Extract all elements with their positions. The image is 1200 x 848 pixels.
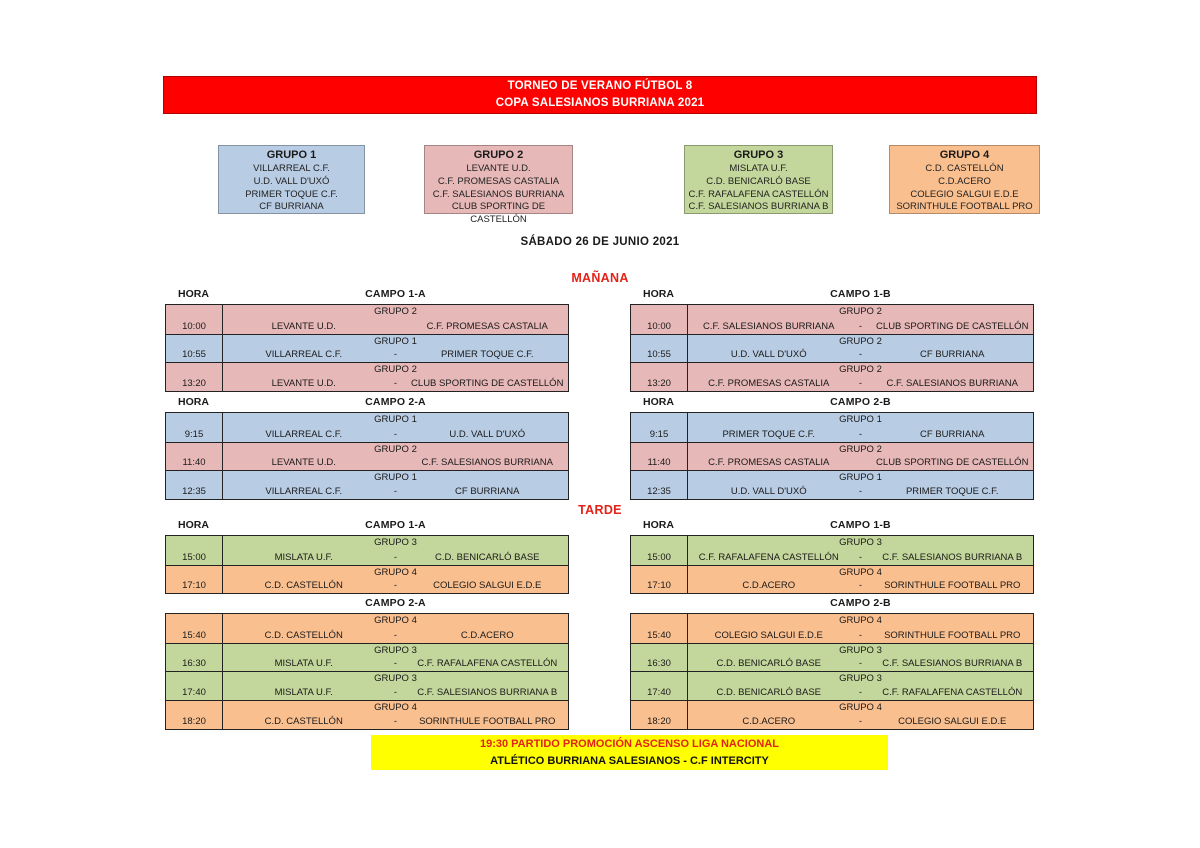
match-time: 17:10 <box>166 566 223 594</box>
away-team: C.F. PROMESAS CASTALIA <box>426 320 548 332</box>
match-row <box>166 565 568 594</box>
away-team: COLEGIO SALGUI E.D.E <box>898 715 1007 727</box>
match-time: 15:00 <box>631 536 688 565</box>
match-group-label: GRUPO 1 <box>374 335 417 347</box>
match-group-label: GRUPO 1 <box>374 472 417 484</box>
group-team: C.F. PROMESAS CASTALIA <box>437 175 560 187</box>
match-time: 13:20 <box>631 363 688 391</box>
home-team: C.F. RAFALAFENA CASTELLÓN <box>698 551 839 563</box>
match-group-label: GRUPO 4 <box>374 566 417 578</box>
match-group-label: GRUPO 4 <box>374 702 417 714</box>
match-group-label: GRUPO 1 <box>374 414 417 425</box>
home-team: COLEGIO SALGUI E.D.E <box>714 629 823 641</box>
separator: - <box>858 428 863 440</box>
match-teams <box>688 348 1033 362</box>
match-row <box>631 643 1033 672</box>
match-body <box>223 536 568 565</box>
group-team: CLUB SPORTING DE CASTELLÓN <box>451 201 546 226</box>
match-group-label: GRUPO 4 <box>839 566 882 578</box>
group-team: VILLARREAL C.F. <box>253 163 330 174</box>
table-campo-2b-afternoon <box>630 597 1034 730</box>
away-team: C.F. SALESIANOS BURRIANA B <box>417 687 558 699</box>
session-title-morning: MAÑANA <box>571 271 629 285</box>
away-team: C.F. SALESIANOS BURRIANA <box>886 378 1018 390</box>
match-time: 18:20 <box>166 701 223 729</box>
table-campo-2a-morning <box>165 396 569 500</box>
separator: - <box>858 715 863 727</box>
match-time: 17:10 <box>631 566 688 594</box>
hora-label: HORA <box>643 288 674 300</box>
separator: - <box>858 378 863 390</box>
away-team: SORINTHULE FOOTBALL PRO <box>884 629 1021 641</box>
separator: - <box>393 687 398 699</box>
match-body <box>223 413 568 442</box>
table-header <box>630 288 1034 303</box>
home-team: MISLATA U.F. <box>274 551 333 563</box>
match-group-label: GRUPO 2 <box>839 364 882 376</box>
schedule-table <box>630 535 1034 594</box>
group-team: C.D. CASTELLÓN <box>925 163 1004 174</box>
group-team: CF BURRIANA <box>259 201 324 213</box>
match-body <box>688 566 1033 594</box>
match-teams <box>688 657 1033 671</box>
match-body <box>223 305 568 334</box>
home-team: LEVANTE U.D. <box>271 457 336 469</box>
match-teams <box>223 628 568 643</box>
away-team: C.F. SALESIANOS BURRIANA B <box>882 551 1023 563</box>
match-teams <box>688 579 1033 593</box>
match-teams <box>223 485 568 499</box>
match-group-label: GRUPO 4 <box>839 615 882 626</box>
match-teams <box>688 686 1033 700</box>
match-time: 9:15 <box>631 413 688 442</box>
away-team: CLUB SPORTING DE CASTELLÓN <box>876 320 1029 332</box>
home-team: LEVANTE U.D. <box>271 320 336 332</box>
match-group-label: GRUPO 2 <box>374 443 417 455</box>
match-group-label: GRUPO 1 <box>839 414 882 425</box>
separator: - <box>393 658 398 670</box>
match-row <box>166 442 568 471</box>
match-group-label: GRUPO 4 <box>839 702 882 714</box>
match-row <box>166 362 568 391</box>
away-team: U.D. VALL D'UXÓ <box>449 428 526 440</box>
home-team: C.D. CASTELLÓN <box>264 629 343 641</box>
match-group-label: GRUPO 3 <box>374 537 417 548</box>
match-row <box>631 565 1033 594</box>
separator: - <box>858 687 863 699</box>
schedule-table <box>165 535 569 594</box>
group-team: C.D. BENICARLÓ BASE <box>706 175 811 187</box>
away-team: PRIMER TOQUE C.F. <box>905 486 999 498</box>
match-teams <box>223 550 568 565</box>
match-teams <box>223 348 568 362</box>
group-team: U.D. VALL D'UXÓ <box>253 175 330 187</box>
match-teams <box>223 715 568 729</box>
match-body <box>688 305 1033 334</box>
table-header <box>630 519 1034 534</box>
match-row <box>631 700 1033 729</box>
away-team: CF BURRIANA <box>455 486 520 498</box>
table-header <box>165 597 569 612</box>
home-team: LEVANTE U.D. <box>271 378 336 390</box>
date-heading: SÁBADO 26 DE JUNIO 2021 <box>520 236 680 248</box>
campo-label: CAMPO 2-B <box>830 597 891 609</box>
home-team: PRIMER TOQUE C.F. <box>722 428 816 440</box>
hora-label: HORA <box>643 519 674 531</box>
separator: - <box>858 320 863 332</box>
match-body <box>223 701 568 729</box>
group-team: MISLATA U.F. <box>729 163 788 174</box>
match-row <box>166 413 568 442</box>
group-team: C.F. SALESIANOS BURRIANA <box>432 188 565 200</box>
home-team: MISLATA U.F. <box>274 658 333 670</box>
group-box-4 <box>889 145 1040 214</box>
campo-label: CAMPO 2-B <box>830 396 891 408</box>
match-time: 12:35 <box>631 471 688 499</box>
table-header <box>165 288 569 303</box>
match-teams <box>223 456 568 470</box>
group-title: GRUPO 2 <box>473 149 524 161</box>
match-time: 17:40 <box>166 672 223 700</box>
match-time: 15:40 <box>166 614 223 643</box>
match-time: 10:55 <box>166 335 223 363</box>
promotion-banner <box>371 735 888 770</box>
away-team: SORINTHULE FOOTBALL PRO <box>884 580 1021 592</box>
campo-label: CAMPO 2-A <box>365 396 426 408</box>
separator: - <box>393 349 398 361</box>
away-team: SORINTHULE FOOTBALL PRO <box>419 715 556 727</box>
match-group-label: GRUPO 4 <box>374 615 417 626</box>
match-teams <box>688 319 1033 334</box>
match-group-label: GRUPO 2 <box>374 364 417 376</box>
group-title: GRUPO 4 <box>939 149 990 161</box>
match-time: 18:20 <box>631 701 688 729</box>
away-team: COLEGIO SALGUI E.D.E <box>433 580 542 592</box>
match-teams <box>223 657 568 671</box>
separator: - <box>393 551 398 563</box>
match-row <box>166 334 568 363</box>
match-body <box>688 701 1033 729</box>
match-body <box>688 443 1033 471</box>
separator: - <box>858 629 863 641</box>
match-row <box>631 470 1033 499</box>
match-group-label: GRUPO 2 <box>839 335 882 347</box>
campo-label: CAMPO 1-A <box>365 288 426 300</box>
match-time: 10:00 <box>631 305 688 334</box>
group-team: PRIMER TOQUE C.F. <box>245 188 338 200</box>
campo-label: CAMPO 1-A <box>365 519 426 531</box>
home-team: C.F. PROMESAS CASTALIA <box>708 378 830 390</box>
match-body <box>688 471 1033 499</box>
home-team: C.D. CASTELLÓN <box>264 715 343 727</box>
match-time: 15:00 <box>166 536 223 565</box>
hora-label: HORA <box>178 396 209 408</box>
schedule-table <box>630 412 1034 500</box>
separator: - <box>393 378 398 390</box>
match-row <box>631 536 1033 565</box>
hora-spacer <box>630 597 687 612</box>
campo-label: CAMPO 1-B <box>830 288 891 300</box>
match-time: 16:30 <box>631 644 688 672</box>
title-line1: TORNEO DE VERANO FÚTBOL 8 <box>507 80 693 92</box>
match-body <box>688 536 1033 565</box>
away-team: C.F. RAFALAFENA CASTELLÓN <box>417 658 558 670</box>
match-time: 11:40 <box>631 443 688 471</box>
match-group-label: GRUPO 3 <box>374 644 417 656</box>
title-line2: COPA SALESIANOS BURRIANA 2021 <box>495 97 705 109</box>
match-teams <box>688 628 1033 643</box>
match-time: 17:40 <box>631 672 688 700</box>
away-team: CLUB SPORTING DE CASTELLÓN <box>411 378 564 390</box>
match-teams <box>688 550 1033 565</box>
home-team: C.D. CASTELLÓN <box>264 580 343 592</box>
match-teams <box>688 456 1033 470</box>
match-row <box>631 362 1033 391</box>
away-team: CF BURRIANA <box>920 428 985 440</box>
match-body <box>688 644 1033 672</box>
match-row <box>631 442 1033 471</box>
match-group-label: GRUPO 2 <box>839 306 882 317</box>
group-title: GRUPO 3 <box>733 149 784 161</box>
separator: - <box>858 349 863 361</box>
match-body <box>223 471 568 499</box>
group-team: C.F. SALESIANOS BURRIANA B <box>688 201 829 213</box>
match-teams <box>223 377 568 391</box>
match-body <box>688 614 1033 643</box>
match-row <box>166 671 568 700</box>
separator: - <box>393 629 398 641</box>
campo-label: CAMPO 1-B <box>830 519 891 531</box>
hora-label: HORA <box>643 396 674 408</box>
match-group-label: GRUPO 3 <box>374 673 417 685</box>
table-campo-2a-afternoon <box>165 597 569 730</box>
away-team: PRIMER TOQUE C.F. <box>440 349 534 361</box>
schedule-table <box>630 304 1034 392</box>
away-team: C.D.ACERO <box>460 629 514 641</box>
away-team: CF BURRIANA <box>920 349 985 361</box>
match-time: 11:40 <box>166 443 223 471</box>
group-team: C.F. RAFALAFENA CASTELLÓN <box>688 188 829 200</box>
match-time: 15:40 <box>631 614 688 643</box>
table-campo-1b-morning <box>630 288 1034 392</box>
match-time: 12:35 <box>166 471 223 499</box>
separator: - <box>858 486 863 498</box>
match-group-label: GRUPO 3 <box>839 644 882 656</box>
group-team: LEVANTE U.D. <box>466 163 531 174</box>
match-teams <box>223 579 568 593</box>
match-row <box>631 334 1033 363</box>
table-header <box>165 396 569 411</box>
hora-label: HORA <box>178 519 209 531</box>
match-body <box>688 335 1033 363</box>
match-row <box>166 700 568 729</box>
session-title-afternoon: TARDE <box>578 503 622 517</box>
match-row <box>166 470 568 499</box>
match-body <box>688 672 1033 700</box>
promotion-line2: ATLÉTICO BURRIANA SALESIANOS - C.F INTERCITY <box>490 755 769 767</box>
match-group-label: GRUPO 1 <box>839 472 882 484</box>
schedule-table <box>165 613 569 730</box>
match-body <box>223 335 568 363</box>
match-time: 9:15 <box>166 413 223 442</box>
hora-label: HORA <box>178 288 209 300</box>
table-campo-2b-morning <box>630 396 1034 500</box>
group-team: C.D.ACERO <box>938 175 991 187</box>
separator: - <box>858 580 863 592</box>
schedule-table <box>165 304 569 392</box>
match-row <box>631 614 1033 643</box>
home-team: C.D.ACERO <box>742 715 796 727</box>
title-banner <box>163 76 1037 114</box>
campo-label: CAMPO 2-A <box>365 597 426 609</box>
match-body <box>223 672 568 700</box>
match-row <box>166 536 568 565</box>
schedule-table <box>165 412 569 500</box>
away-team: C.F. SALESIANOS BURRIANA <box>421 457 553 469</box>
table-header <box>165 519 569 534</box>
home-team: U.D. VALL D'UXÓ <box>730 486 807 498</box>
group-box-1 <box>218 145 365 214</box>
away-team: C.F. RAFALAFENA CASTELLÓN <box>882 687 1023 699</box>
match-body <box>688 363 1033 391</box>
home-team: C.D. BENICARLÓ BASE <box>716 658 822 670</box>
match-body <box>223 614 568 643</box>
match-time: 16:30 <box>166 644 223 672</box>
match-body <box>223 566 568 594</box>
match-body <box>223 443 568 471</box>
match-group-label: GRUPO 3 <box>839 537 882 548</box>
hora-spacer <box>165 597 222 612</box>
promotion-line1: 19:30 PARTIDO PROMOCIÓN ASCENSO LIGA NACIONAL <box>479 738 780 750</box>
group-box-3 <box>684 145 833 214</box>
match-group-label: GRUPO 3 <box>839 673 882 685</box>
match-body <box>223 644 568 672</box>
group-team: SORINTHULE FOOTBALL PRO <box>896 201 1033 213</box>
match-teams <box>688 715 1033 729</box>
match-row <box>631 413 1033 442</box>
home-team: U.D. VALL D'UXÓ <box>730 349 807 361</box>
home-team: VILLARREAL C.F. <box>265 486 343 498</box>
match-row <box>631 671 1033 700</box>
match-teams <box>688 427 1033 442</box>
home-team: C.F. SALESIANOS BURRIANA <box>703 320 835 332</box>
match-group-label: GRUPO 2 <box>374 306 417 317</box>
match-row <box>166 614 568 643</box>
separator: - <box>858 551 863 563</box>
away-team: CLUB SPORTING DE CASTELLÓN <box>876 457 1029 469</box>
group-title: GRUPO 1 <box>266 149 317 161</box>
away-team: C.F. SALESIANOS BURRIANA B <box>882 658 1023 670</box>
away-team: C.D. BENICARLÓ BASE <box>434 551 540 563</box>
home-team: C.D. BENICARLÓ BASE <box>716 687 822 699</box>
home-team: VILLARREAL C.F. <box>265 349 343 361</box>
match-group-label: GRUPO 2 <box>839 443 882 455</box>
separator: - <box>393 715 398 727</box>
table-campo-1b-afternoon <box>630 519 1034 594</box>
table-header <box>630 396 1034 411</box>
match-row <box>166 643 568 672</box>
schedule-table <box>630 613 1034 730</box>
match-time: 10:00 <box>166 305 223 334</box>
match-row <box>166 305 568 334</box>
match-time: 13:20 <box>166 363 223 391</box>
match-body <box>688 413 1033 442</box>
match-teams <box>688 485 1033 499</box>
home-team: C.D.ACERO <box>742 580 796 592</box>
separator: - <box>393 486 398 498</box>
separator: - <box>858 658 863 670</box>
group-team: COLEGIO SALGUI E.D.E <box>910 188 1019 200</box>
match-body <box>223 363 568 391</box>
table-header <box>630 597 1034 612</box>
match-teams <box>223 686 568 700</box>
match-time: 10:55 <box>631 335 688 363</box>
match-teams <box>688 377 1033 391</box>
match-teams <box>223 319 568 334</box>
table-campo-1a-afternoon <box>165 519 569 594</box>
separator: - <box>393 580 398 592</box>
match-row <box>631 305 1033 334</box>
home-team: C.F. PROMESAS CASTALIA <box>708 457 830 469</box>
home-team: MISLATA U.F. <box>274 687 333 699</box>
match-teams <box>223 427 568 442</box>
home-team: VILLARREAL C.F. <box>265 428 343 440</box>
separator: - <box>393 428 398 440</box>
table-campo-1a-morning <box>165 288 569 392</box>
group-box-2 <box>424 145 573 226</box>
